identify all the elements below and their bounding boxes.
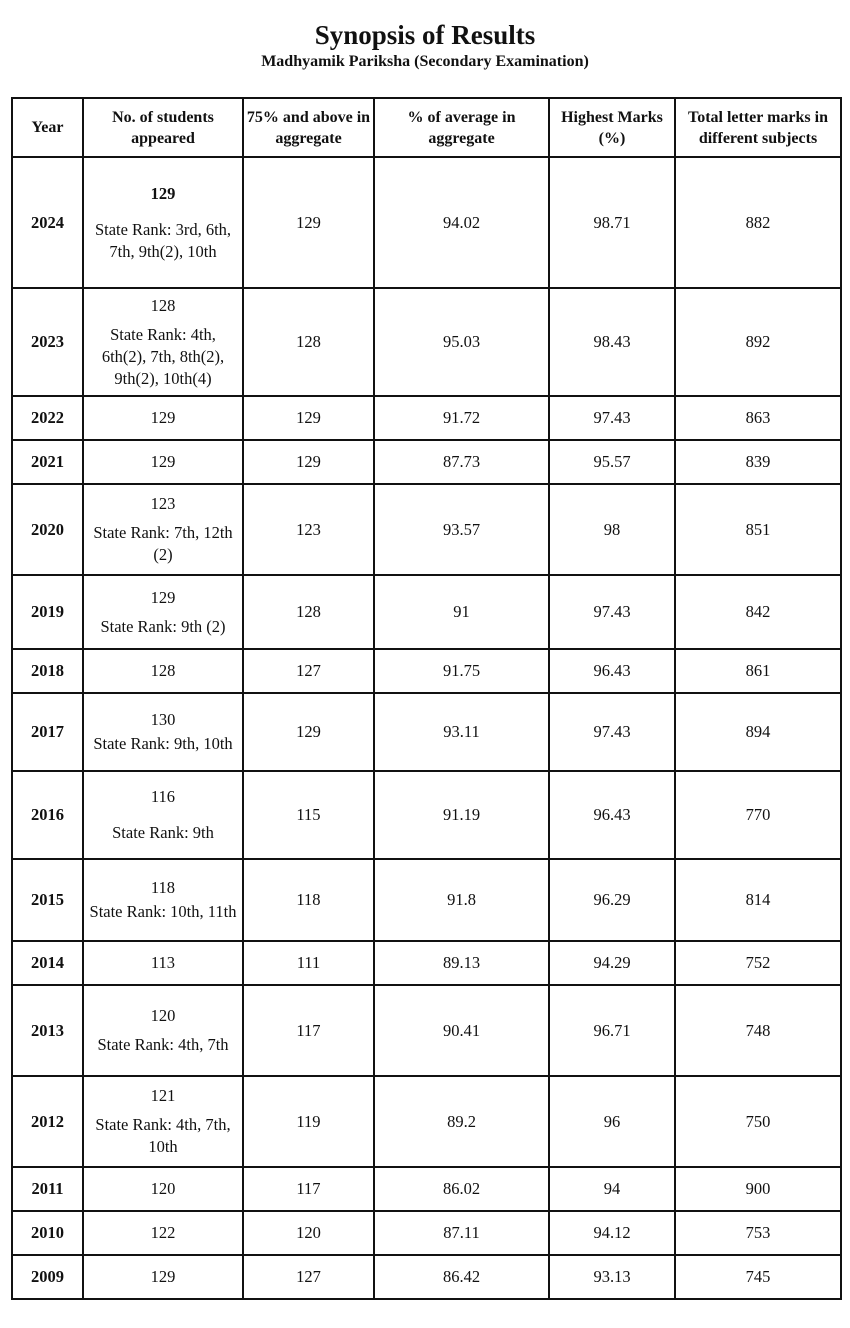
letter-marks-cell: 892 [675,288,841,396]
average-cell: 87.11 [374,1211,549,1255]
letter-marks-cell: 882 [675,157,841,288]
page-title: Synopsis of Results [314,20,536,50]
table-row [12,771,841,859]
state-rank: State Rank: 9th [112,823,214,842]
average-cell: 91.72 [374,396,549,440]
state-rank: State Rank: 3rd, 6th, 7th, 9th(2), 10th [94,219,232,261]
year-cell: 2016 [12,771,83,859]
appeared-cell: 122 [83,1211,243,1255]
above75-cell: 117 [243,1167,374,1211]
letter-marks-cell: 745 [675,1255,841,1299]
appeared-count: 120 [150,1006,176,1025]
highest-cell: 94.29 [549,941,675,985]
above75-cell: 128 [243,288,374,396]
year-cell: 2009 [12,1255,83,1299]
appeared-count: 129 [150,183,176,203]
table-row [12,396,841,440]
table-header-row [12,98,841,157]
average-cell: 90.41 [374,985,549,1076]
average-cell: 91 [374,575,549,649]
year-cell: 2019 [12,575,83,649]
average-cell: 89.2 [374,1076,549,1167]
appeared-cell: 129 [83,396,243,440]
header-year: Year [12,98,83,157]
year-cell: 2022 [12,396,83,440]
year-cell: 2011 [12,1167,83,1211]
appeared-cell [83,985,243,1076]
highest-cell: 94 [549,1167,675,1211]
results-table [11,97,842,1300]
letter-marks-cell: 748 [675,985,841,1076]
appeared-cell: 120 [83,1167,243,1211]
table-row [12,1076,841,1167]
average-cell: 87.73 [374,440,549,484]
state-rank: State Rank: 4th, 6th(2), 7th, 8th(2), 9th(2), 10th(4) [101,324,225,388]
appeared-cell: 128 [83,649,243,693]
above75-cell: 129 [243,440,374,484]
appeared-cell [83,771,243,859]
above75-cell: 120 [243,1211,374,1255]
state-rank: State Rank: 9th (2) [100,616,226,636]
highest-cell: 97.43 [549,693,675,771]
appeared-cell: 129 [83,440,243,484]
average-cell: 91.8 [374,859,549,941]
above75-cell: 129 [243,157,374,288]
above75-cell: 111 [243,941,374,985]
table-row [12,1211,841,1255]
above75-cell: 129 [243,693,374,771]
state-rank: State Rank: 4th, 7th, 10th [95,1115,231,1156]
appeared-cell [83,288,243,396]
highest-cell: 98.43 [549,288,675,396]
letter-marks-cell: 752 [675,941,841,985]
average-cell: 94.02 [374,157,549,288]
appeared-count: 129 [150,587,176,607]
year-cell: 2015 [12,859,83,941]
above75-cell: 117 [243,985,374,1076]
appeared-count: 130 [150,710,176,729]
header-appeared: No. of students appeared [83,98,243,157]
highest-cell: 96.43 [549,771,675,859]
average-cell: 86.02 [374,1167,549,1211]
letter-marks-cell: 900 [675,1167,841,1211]
letter-marks-cell: 770 [675,771,841,859]
table-row [12,941,841,985]
highest-cell: 97.43 [549,575,675,649]
above75-cell: 128 [243,575,374,649]
table-row [12,1167,841,1211]
letter-marks-cell: 753 [675,1211,841,1255]
header-above75: 75% and above in aggregate [243,98,374,157]
appeared-cell [83,693,243,771]
appeared-cell [83,1076,243,1167]
highest-cell: 96 [549,1076,675,1167]
letter-marks-cell: 750 [675,1076,841,1167]
state-rank: State Rank: 4th, 7th [97,1035,229,1054]
above75-cell: 119 [243,1076,374,1167]
appeared-count: 121 [150,1086,176,1105]
page-subtitle: Madhyamik Pariksha (Secondary Examination) [261,53,589,70]
highest-cell: 96.43 [549,649,675,693]
average-cell: 95.03 [374,288,549,396]
header-letter-marks: Total letter marks in different subjects [675,98,841,157]
appeared-count: 118 [150,878,176,897]
highest-cell: 94.12 [549,1211,675,1255]
letter-marks-cell: 851 [675,484,841,575]
year-cell: 2021 [12,440,83,484]
highest-cell: 97.43 [549,396,675,440]
letter-marks-cell: 861 [675,649,841,693]
above75-cell: 118 [243,859,374,941]
highest-cell: 93.13 [549,1255,675,1299]
table-row [12,649,841,693]
highest-cell: 95.57 [549,440,675,484]
appeared-cell: 129 [83,1255,243,1299]
above75-cell: 123 [243,484,374,575]
letter-marks-cell: 894 [675,693,841,771]
state-rank: State Rank: 9th, 10th [93,734,233,753]
table-row [12,693,841,771]
year-cell: 2010 [12,1211,83,1255]
year-cell: 2018 [12,649,83,693]
letter-marks-cell: 839 [675,440,841,484]
appeared-count: 123 [150,494,176,513]
highest-cell: 96.29 [549,859,675,941]
letter-marks-cell: 842 [675,575,841,649]
average-cell: 91.19 [374,771,549,859]
above75-cell: 127 [243,1255,374,1299]
table-row [12,440,841,484]
above75-cell: 129 [243,396,374,440]
letter-marks-cell: 814 [675,859,841,941]
above75-cell: 127 [243,649,374,693]
average-cell: 86.42 [374,1255,549,1299]
appeared-count: 116 [150,787,176,806]
state-rank: State Rank: 7th, 12th (2) [93,523,233,564]
year-cell: 2017 [12,693,83,771]
year-cell: 2023 [12,288,83,396]
header-highest: Highest Marks (%) [549,98,675,157]
year-cell: 2013 [12,985,83,1076]
above75-cell: 115 [243,771,374,859]
average-cell: 93.57 [374,484,549,575]
appeared-count: 128 [150,295,176,315]
table-row [12,575,841,649]
table-row [12,1255,841,1299]
highest-cell: 96.71 [549,985,675,1076]
average-cell: 93.11 [374,693,549,771]
table-row [12,859,841,941]
appeared-cell [83,157,243,288]
year-cell: 2020 [12,484,83,575]
year-cell: 2024 [12,157,83,288]
header-average: % of average in aggregate [374,98,549,157]
average-cell: 89.13 [374,941,549,985]
state-rank: State Rank: 10th, 11th [89,902,237,921]
table-row [12,288,841,396]
appeared-cell [83,484,243,575]
highest-cell: 98 [549,484,675,575]
letter-marks-cell: 863 [675,396,841,440]
year-cell: 2014 [12,941,83,985]
highest-cell: 98.71 [549,157,675,288]
table-row [12,484,841,575]
table-row [12,985,841,1076]
appeared-cell: 113 [83,941,243,985]
table-row [12,157,841,288]
appeared-cell [83,859,243,941]
average-cell: 91.75 [374,649,549,693]
appeared-cell [83,575,243,649]
year-cell: 2012 [12,1076,83,1167]
